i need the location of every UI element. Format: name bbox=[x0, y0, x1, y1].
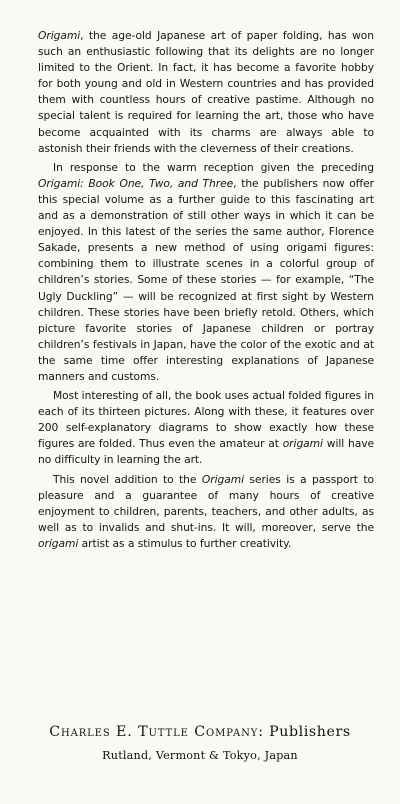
publisher-location: Rutland, Vermont & Tokyo, Japan bbox=[102, 749, 298, 762]
paragraph-1-segment-1: Origami bbox=[38, 29, 81, 42]
paragraph-2-segment-1: In response to the warm reception given the preceding bbox=[53, 160, 374, 174]
publisher-name: Charles E. Tuttle Company: bbox=[49, 724, 264, 740]
paragraph-4-segment-5: artist as a stimulus to further creativity. bbox=[78, 536, 292, 550]
paragraph-4-segment-4: origami bbox=[38, 536, 79, 550]
paragraph-3 bbox=[38, 388, 374, 468]
paragraph-1 bbox=[38, 28, 374, 157]
paragraph-4-segment-2: Origami bbox=[201, 472, 244, 486]
paragraph-2-segment-2: Origami: Book One, Two, and Three bbox=[38, 176, 234, 190]
paragraph-4 bbox=[38, 472, 374, 552]
paragraph-1-segment-2: , the age-old Japanese art of paper folding, has won such an enthusiastic following that its delights are no longer limited to the Orient. In fact, it has become a favorite hobby for both young and old in Western countries and has provided them with countless hours of creative pastime. Although no special talent is required for learning the art, those who have become acquainted with its charms are always able to astonish their friends with the cleverness of their creations. bbox=[38, 29, 374, 155]
paragraph-4-segment-1: This novel addition to the bbox=[53, 472, 202, 486]
paragraph-2 bbox=[38, 160, 374, 385]
paragraph-4-segment-3: series is a passport to pleasure and a guarantee of many hours of creative enjoyment to children, parents, teachers, and other adults, as well as to invalids and shut-ins. It will, moreover, serve the bbox=[38, 472, 374, 534]
publisher-imprint bbox=[0, 724, 400, 740]
blurb-text bbox=[38, 28, 374, 552]
paragraph-2-segment-3: , the publishers now offer this special volume as a further guide to this fascinating art and as a demonstration of still other ways in which it can be enjoyed. In this latest of the series the same author, Florence Sakade, presents a new method of using origami figures: combining them to illustrate scenes in a colorful group of children’s stories. Some of these stories — for example, “The Ugly Duckling” — will be recognized at first sight by Western children. These stories have been briefly retold. Others, which picture favorite stories of Japanese children or portray children’s festivals in Japan, have the color of the exotic and at the same time offer interesting explanations of Japanese manners and customs. bbox=[38, 176, 374, 383]
paragraph-3-segment-1: Most interesting of all, the book uses actual folded figures in each of its thirteen pictures. Along with these, it features over 200 self-explanatory diagrams to show exactly how these figures are folded. Thus even the amateur at bbox=[38, 389, 374, 451]
publisher-role: Publishers bbox=[269, 724, 351, 740]
paragraph-3-segment-3: will have no difficulty in learning the art. bbox=[38, 437, 374, 467]
paragraph-3-segment-2: origami bbox=[282, 437, 323, 451]
